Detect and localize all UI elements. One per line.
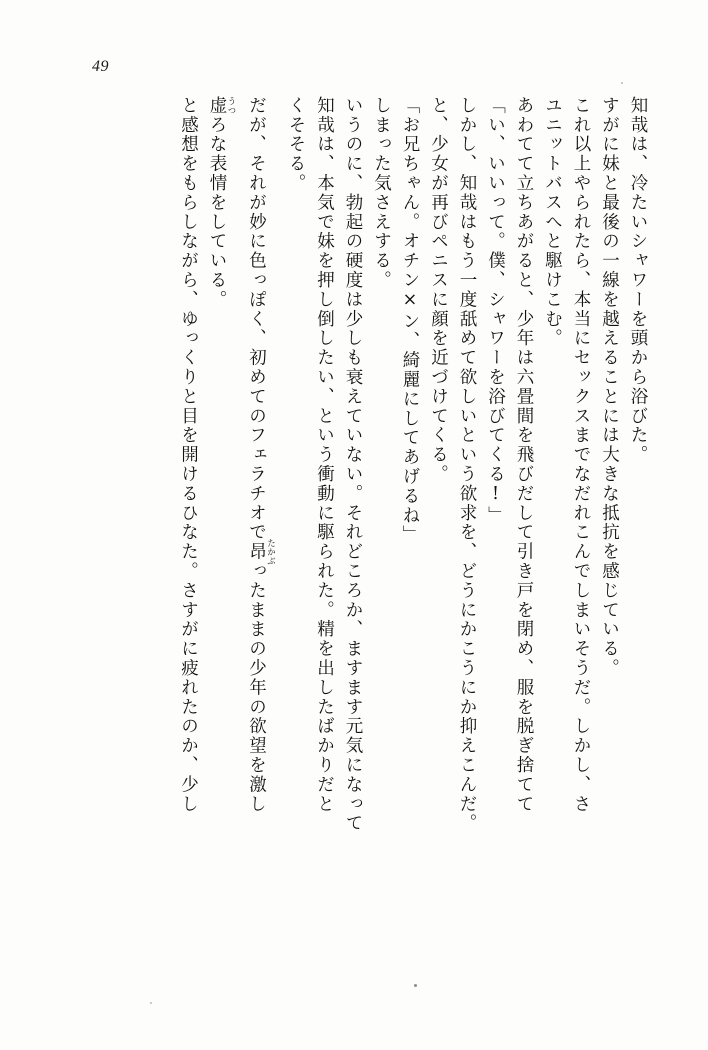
page-number: 49 xyxy=(92,58,109,75)
text-column: 知哉は、冷たいシャワーを頭から浴びた。 xyxy=(628,96,648,465)
text-column: しかし、知哉はもう一度舐めて欲しいという欲求を、どうにかこうにか抑えこんだ。 xyxy=(457,96,477,834)
text-column: 知哉は、本気で妹を押し倒したい、という衝動に駆られた。精を出したばかりだと xyxy=(314,96,335,814)
text-column: と感想をもらしながら、ゆっくりと目を開けるひなた。さすがに疲れたのか、少し xyxy=(178,96,199,814)
text-column: いうのに、勃起の硬度は少しも衰えていない。それどころか、ますます元気になって xyxy=(343,96,363,834)
print-speck xyxy=(414,984,417,987)
text-column: くそそる。 xyxy=(286,96,306,193)
text-column: しまった気さえする。 xyxy=(371,96,392,290)
print-speck xyxy=(621,82,623,84)
text-column: 虚 うつろな表情をしている。 xyxy=(207,96,236,310)
text-column: 「い、いいって。僕、シャワーを浴びてくる!」 xyxy=(485,96,506,526)
print-speck xyxy=(150,1002,152,1004)
vertical-text-block xyxy=(179,96,646,976)
text-column: あわてて立ちあがると、少年は六畳間を飛びだして引き戸を閉め、服を脱ぎ捨てて xyxy=(514,96,534,814)
text-column: 「お兄ちゃん。オチン×ン、綺麗にしてあげるね」 xyxy=(400,96,420,545)
text-column: だが、それが妙に色っぽく、初めてのフェラチオで昂 たかぶったままの少年の欲望を激し xyxy=(246,96,276,814)
text-column: これ以上やられたら、本当にセックスまでなだれこんでしまいそうだ。しかし、さ xyxy=(571,96,591,814)
text-column: ユニットバスへと駆けこむ。 xyxy=(542,96,563,349)
text-column: すがに妹と最後の一線を越えることには大きな抵抗を感じている。 xyxy=(599,96,620,678)
text-column: と、少女が再びペニスに顔を近づけてくる。 xyxy=(428,96,449,484)
